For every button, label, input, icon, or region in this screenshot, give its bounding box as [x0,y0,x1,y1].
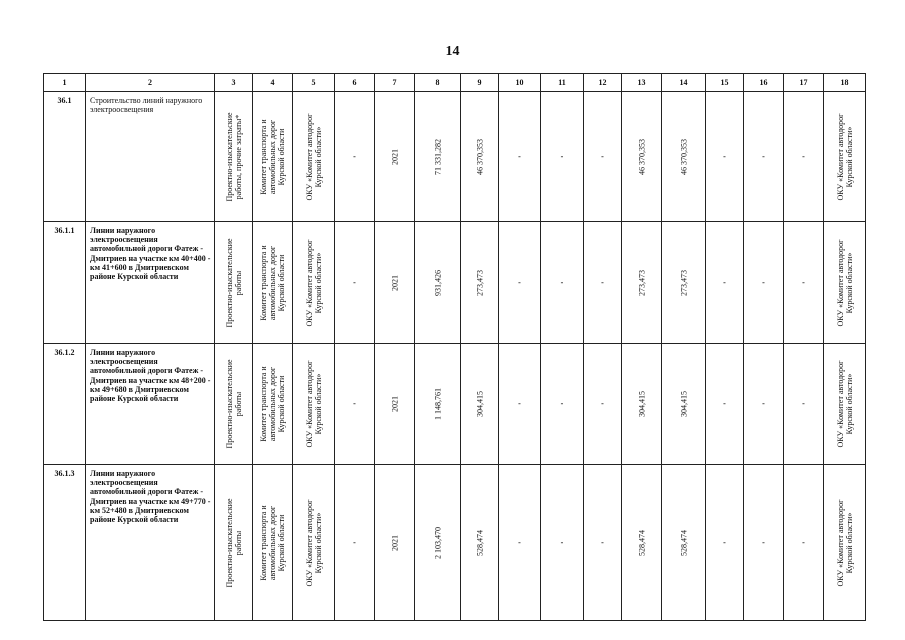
column-header: 12 [584,74,622,92]
cell-8: 71 331,282 [432,138,442,175]
cell-9: 273,473 [474,269,484,296]
column-header: 5 [293,74,335,92]
cell-10: - [499,92,541,222]
cell-13: 273,473 [636,269,646,296]
table-row [44,344,866,465]
column-header: 1 [44,74,86,92]
column-header: 14 [662,74,706,92]
cell-12: - [584,344,622,465]
cell-11: - [541,344,584,465]
cell-8: 1 148,761 [432,388,442,420]
customer: Комитет транспорта и автомобильных дорог Курской области [258,504,287,581]
cell-6: - [335,92,375,222]
executor: ОКУ «Комитет автодорог Курской области» [304,499,323,586]
cell-16: - [744,344,784,465]
column-header: 2 [86,74,215,92]
row-id: 36.1.2 [44,344,86,465]
work-type: Проектно-изыскательские работы, прочие затраты* [224,111,243,202]
column-header: 3 [215,74,253,92]
cell-13: 46 370,353 [636,138,646,175]
row-name: Линии наружного электроосвещения автомобильной дороги Фатеж - Дмитриев на участке км 48+200 - км 49+680 в Дмитриевском районе Курской области [86,344,215,465]
cell-18: ОКУ «Комитет автодорог Курской области» [835,499,854,586]
cell-16: - [744,465,784,621]
table-row [44,222,866,344]
cell-14: 528,474 [678,529,688,556]
customer: Комитет транспорта и автомобильных дорог Курской области [258,366,287,442]
cell-10: - [499,344,541,465]
cell-18: ОКУ «Комитет автодорог Курской области» [835,239,854,326]
row-name: Линии наружного электроосвещения автомобильной дороги Фатеж - Дмитриев на участке км 49+770 - км 52+480 в Дмитриевском районе Курской области [86,465,215,621]
cell-15: - [706,92,744,222]
cell-15: - [706,222,744,344]
cell-9: 528,474 [474,529,484,556]
cell-17: - [784,92,824,222]
cell-9: 46 370,353 [474,138,484,175]
row-id: 36.1.3 [44,465,86,621]
column-header: 4 [253,74,293,92]
cell-16: - [744,92,784,222]
data-table [43,73,866,621]
cell-14: 46 370,353 [678,138,688,175]
cell-11: - [541,222,584,344]
executor: ОКУ «Комитет автодорог Курской области» [304,239,323,326]
cell-8: 931,426 [432,269,442,296]
cell-13: 528,474 [636,529,646,556]
cell-7: 2021 [389,148,399,165]
cell-10: - [499,222,541,344]
column-header: 10 [499,74,541,92]
work-type: Проектно-изыскательские работы [224,497,243,588]
cell-18: ОКУ «Комитет автодорог Курской области» [835,360,854,448]
cell-11: - [541,465,584,621]
cell-7: 2021 [389,274,399,291]
cell-15: - [706,465,744,621]
cell-17: - [784,465,824,621]
table-row [44,465,866,621]
column-header: 18 [824,74,866,92]
work-type: Проектно-изыскательские работы [224,237,243,328]
cell-6: - [335,465,375,621]
cell-9: 304,415 [474,391,484,417]
column-header: 7 [375,74,415,92]
column-header: 6 [335,74,375,92]
row-id: 36.1.1 [44,222,86,344]
cell-7: 2021 [389,396,399,412]
cell-12: - [584,222,622,344]
cell-7: 2021 [389,534,399,551]
cell-12: - [584,92,622,222]
cell-12: - [584,465,622,621]
cell-10: - [499,465,541,621]
work-type: Проектно-изыскательские работы [224,359,243,449]
column-header: 8 [415,74,461,92]
customer: Комитет транспорта и автомобильных дорог Курской области [258,244,287,321]
row-name: Линии наружного электроосвещения автомобильной дороги Фатеж - Дмитриев на участке км 40+400 - км 41+600 в Дмитриевском районе Курской области [86,222,215,344]
cell-18: ОКУ «Комитет автодорог Курской области» [835,113,854,200]
cell-14: 304,415 [678,391,688,417]
cell-11: - [541,92,584,222]
cell-17: - [784,222,824,344]
row-id: 36.1 [44,92,86,222]
cell-6: - [335,344,375,465]
executor: ОКУ «Комитет автодорог Курской области» [304,360,323,448]
column-header: 11 [541,74,584,92]
header-row [44,74,866,92]
cell-14: 273,473 [678,269,688,296]
page-number: 14 [445,44,460,59]
customer: Комитет транспорта и автомобильных дорог Курской области [258,118,287,195]
column-header: 13 [622,74,662,92]
cell-8: 2 103,470 [432,526,442,559]
column-header: 9 [461,74,499,92]
cell-13: 304,415 [636,391,646,417]
cell-16: - [744,222,784,344]
cell-6: - [335,222,375,344]
table-row [44,92,866,222]
column-header: 17 [784,74,824,92]
cell-15: - [706,344,744,465]
cell-17: - [784,344,824,465]
row-name: Строительство линий наружного электроосвещения [86,92,215,222]
executor: ОКУ «Комитет автодорог Курской области» [304,113,323,200]
column-header: 15 [706,74,744,92]
column-header: 16 [744,74,784,92]
